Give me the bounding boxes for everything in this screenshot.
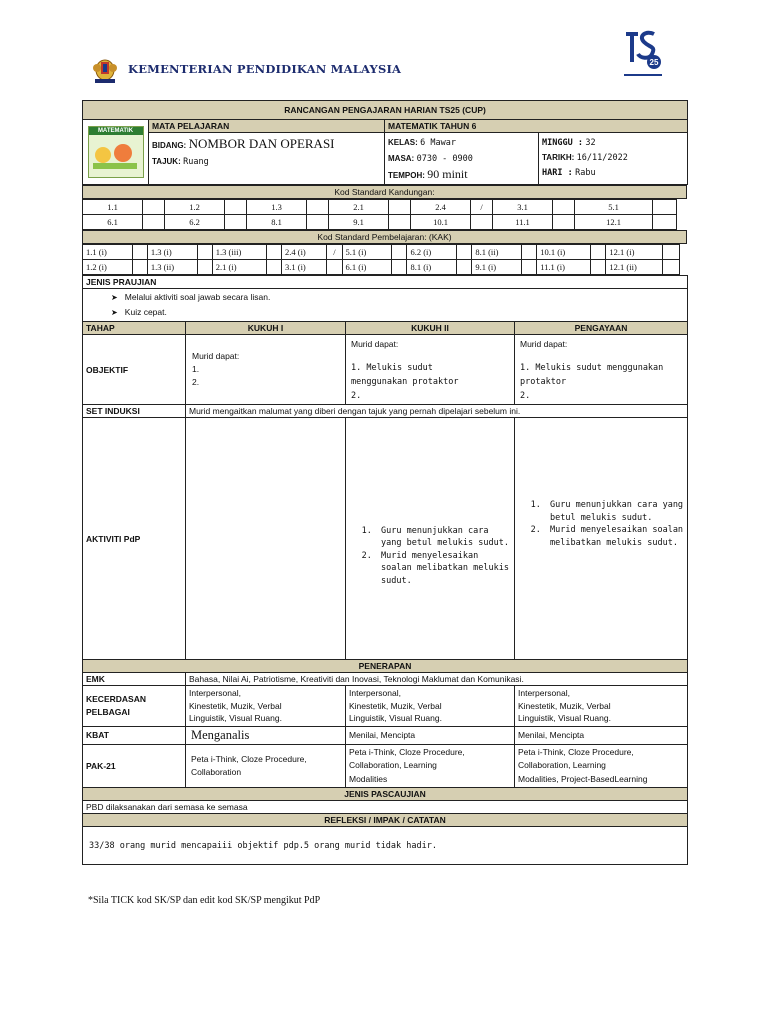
objektif-kukuh2: Murid dapat: 1. Melukis sudut menggunakan protaktor 2. [346,335,515,405]
objektif-pengayaan: Murid dapat: 1. Melukis sudut menggunakan protaktor 2. [515,335,688,405]
sp-tick-box[interactable] [132,245,147,260]
praujian-list [83,289,688,322]
sk-tick-box[interactable] [143,215,165,230]
bidang-value: NOMBOR DAN OPERASI [188,136,335,151]
sp-tick-box[interactable] [132,260,147,275]
sp-tick-box[interactable] [197,245,212,260]
sk-tick-box[interactable] [143,200,165,215]
sk-code: 2.1 [329,200,389,215]
praujian-item: ➤ Kuiz cepat. [111,307,167,317]
kukuh1-label: KUKUH I [186,322,346,335]
sp-tick-box[interactable] [392,260,407,275]
sp-tick-box[interactable] [266,260,281,275]
sk-code: 1.3 [247,200,307,215]
pascaujian-label: JENIS PASCAUJIAN [83,788,688,801]
sp-code: 1.3 (i) [147,245,197,260]
sp-tick-box[interactable] [662,245,679,260]
hari-label: HARI : [542,168,573,178]
sk-code: 1.2 [165,200,225,215]
sk-tick-box[interactable] [389,215,411,230]
sk-tick-box[interactable] [553,215,575,230]
kbat-pengayaan: Menilai, Mencipta [515,726,688,744]
kbat-kukuh2: Menilai, Mencipta [346,726,515,744]
textbook-cover [83,120,149,185]
pak-label: PAK-21 [83,744,186,788]
tahap-label: TAHAP [83,322,186,335]
form-header-table [82,100,688,185]
kbat-label: KBAT [83,726,186,744]
tempoh-label: TEMPOH: [388,171,425,180]
sp-code: 1.2 (i) [83,260,133,275]
masa-label: MASA: [388,154,415,163]
kbat-kukuh1: Menganalis [186,726,346,744]
objektif-kukuh1: Murid dapat: 1. 2. [186,335,346,405]
aktiviti-item: 2. Murid menyelesaikan soalan melibatkan melukis sudut. [377,550,511,588]
sk-tick-box[interactable] [307,215,329,230]
sp-code: 12.1 (ii) [606,260,662,275]
kecerdasan-kukuh1: Interpersonal, Kinestetik, Muzik, Verbal Linguistik, Visual Ruang. [186,686,346,727]
cover-title: MATEMATIK [89,127,143,135]
sp-tick-box[interactable] [327,260,342,275]
sp-tick-box[interactable] [522,260,537,275]
tarikh-label: TARIKH: [542,153,575,162]
aktiviti-kukuh1 [186,418,346,660]
sk-code: 9.1 [329,215,389,230]
sp-code: 11.1 (i) [537,260,591,275]
sk-tick-box[interactable] [471,215,493,230]
sp-tick-box[interactable] [662,260,679,275]
sk-tick-box[interactable] [225,200,247,215]
kod-sp-title: Kod Standard Pembelajaran: (KAK) [83,231,687,244]
sk-code: 8.1 [247,215,307,230]
sp-code: 2.4 (i) [281,245,326,260]
ministry-crest-logo [90,56,120,84]
sp-code: 8.1 (i) [407,260,457,275]
cover-illustration-icon [89,135,141,171]
kod-sk-title: Kod Standard Kandungan: [83,186,687,199]
subject-name: MATEMATIK TAHUN 6 [385,120,688,133]
aktiviti-pengayaan [515,418,688,660]
ts25-logo [620,24,666,82]
aktiviti-item: 1. Guru menunjukkan cara yang betul melukis sudut. [377,525,511,550]
sp-tick-box[interactable] [392,245,407,260]
emk-text: Bahasa, Nilai Ai, Patriotisme, Kreativiti dan Inovasi, Teknologi Maklumat dan Komunikasi. [186,673,688,686]
sk-tick-box[interactable] [653,215,677,230]
kecerdasan-kukuh2: Interpersonal, Kinestetik, Muzik, Verbal Linguistik, Visual Ruang. [346,686,515,727]
hari-value: Rabu [575,168,596,178]
sp-code: 5.1 (i) [342,245,392,260]
kecerdasan-label: KECERDASAN PELBAGAI [83,686,186,727]
sk-code: 1.1 [83,200,143,215]
tajuk-value: Ruang [183,157,209,167]
sp-code: 8.1 (ii) [472,245,522,260]
sk-code: 10.1 [411,215,471,230]
tarikh-value: 16/11/2022 [576,153,628,163]
mata-pelajaran-label: MATA PELAJARAN [149,120,385,133]
sk-code: 12.1 [575,215,653,230]
sp-code: 6.1 (i) [342,260,392,275]
pengayaan-label: PENGAYAAN [515,322,688,335]
sp-tick-box[interactable] [522,245,537,260]
pak-kukuh1: Peta i-Think, Cloze Procedure, Collaboration [186,744,346,788]
sp-code: 9.1 (i) [472,260,522,275]
sp-tick-box[interactable] [197,260,212,275]
set-induksi-label: SET INDUKSI [83,405,186,418]
sp-tick-box[interactable] [591,245,606,260]
kelas-value: 6 Mawar [420,138,456,148]
kod-sp-grid [82,244,680,275]
sk-tick-box[interactable] [225,215,247,230]
sk-tick-box[interactable] [307,200,329,215]
kod-sk-grid [82,199,677,230]
sk-code: 6.1 [83,215,143,230]
masa-value: 0730 - 0900 [416,154,473,164]
sp-code: 1.3 (ii) [147,260,197,275]
sp-code: 1.1 (i) [83,245,133,260]
sk-tick-box[interactable] [653,200,677,215]
refleksi-label: REFLEKSI / IMPAK / CATATAN [83,814,688,827]
kod-sk-table [82,185,687,199]
aktiviti-label: AKTIVITI PdP [83,418,186,660]
footnote: *Sila TICK kod SK/SP dan edit kod SK/SP mengikut PdP [88,895,321,906]
kukuh2-label: KUKUH II [346,322,515,335]
aktiviti-item: 2. Murid menyelesaikan soalan melibatkan melukis sudut. [546,524,684,549]
sk-tick-box[interactable] [553,200,575,215]
sk-tick-box[interactable] [389,200,411,215]
pascaujian-text: PBD dilaksanakan dari semasa ke semasa [83,801,688,814]
penerapan-label: PENERAPAN [83,660,688,673]
sk-code: 11.1 [493,215,553,230]
kelas-label: KELAS: [388,138,418,147]
lesson-plan-form [82,100,687,865]
sp-code: 2.1 (i) [212,260,266,275]
sp-tick-box[interactable]: / [327,245,342,260]
tajuk-label: TAJUK: [152,157,181,166]
emk-label: EMK [83,673,186,686]
kecerdasan-pengayaan: Interpersonal, Kinestetik, Muzik, Verbal Linguistik, Visual Ruang. [515,686,688,727]
sk-tick-box[interactable]: / [471,200,493,215]
minggu-label: MINGGU : [542,138,583,148]
minggu-value: 32 [585,138,596,148]
sk-code: 6.2 [165,215,225,230]
sk-code: 3.1 [493,200,553,215]
sp-tick-box[interactable] [457,245,472,260]
sp-code: 10.1 (i) [537,245,591,260]
aktiviti-kukuh2 [346,418,515,660]
sk-code: 5.1 [575,200,653,215]
bidang-label: BIDANG: [152,141,187,150]
objektif-label: OBJEKTIF [83,335,186,405]
form-title: RANCANGAN PENGAJARAN HARIAN TS25 (CUP) [83,101,688,120]
main-table [82,275,688,865]
pak-pengayaan: Peta i-Think, Cloze Procedure, Collaboration, Learning Modalities, Project-BasedLearning [515,744,688,788]
sp-code: 6.2 (i) [407,245,457,260]
jenis-praujian-label: JENIS PRAUJIAN [83,276,688,289]
sk-code: 2.4 [411,200,471,215]
praujian-item: ➤ Melalui aktiviti soal jawab secara lisan. [111,292,271,302]
sp-tick-box[interactable] [266,245,281,260]
aktiviti-item: 1. Guru menunjukkan cara yang betul melukis sudut. [546,499,684,524]
sp-code: 3.1 (i) [281,260,326,275]
pak-kukuh2: Peta i-Think, Cloze Procedure, Collaboration, Learning Modalities [346,744,515,788]
tempoh-value: 90 minit [427,167,468,181]
sp-tick-box[interactable] [591,260,606,275]
sp-tick-box[interactable] [457,260,472,275]
ts25-number: 25 [649,58,659,67]
sp-code: 1.3 (iii) [212,245,266,260]
sp-code: 12.1 (i) [606,245,662,260]
set-induksi-text: Murid mengaitkan malumat yang diberi dengan tajuk yang pernah dipelajari sebelum ini. [186,405,688,418]
ministry-name: KEMENTERIAN PENDIDIKAN MALAYSIA [128,62,402,76]
refleksi-text: 33/38 orang murid mencapaiii objektif pdp.5 orang murid tidak hadir. [83,827,688,865]
